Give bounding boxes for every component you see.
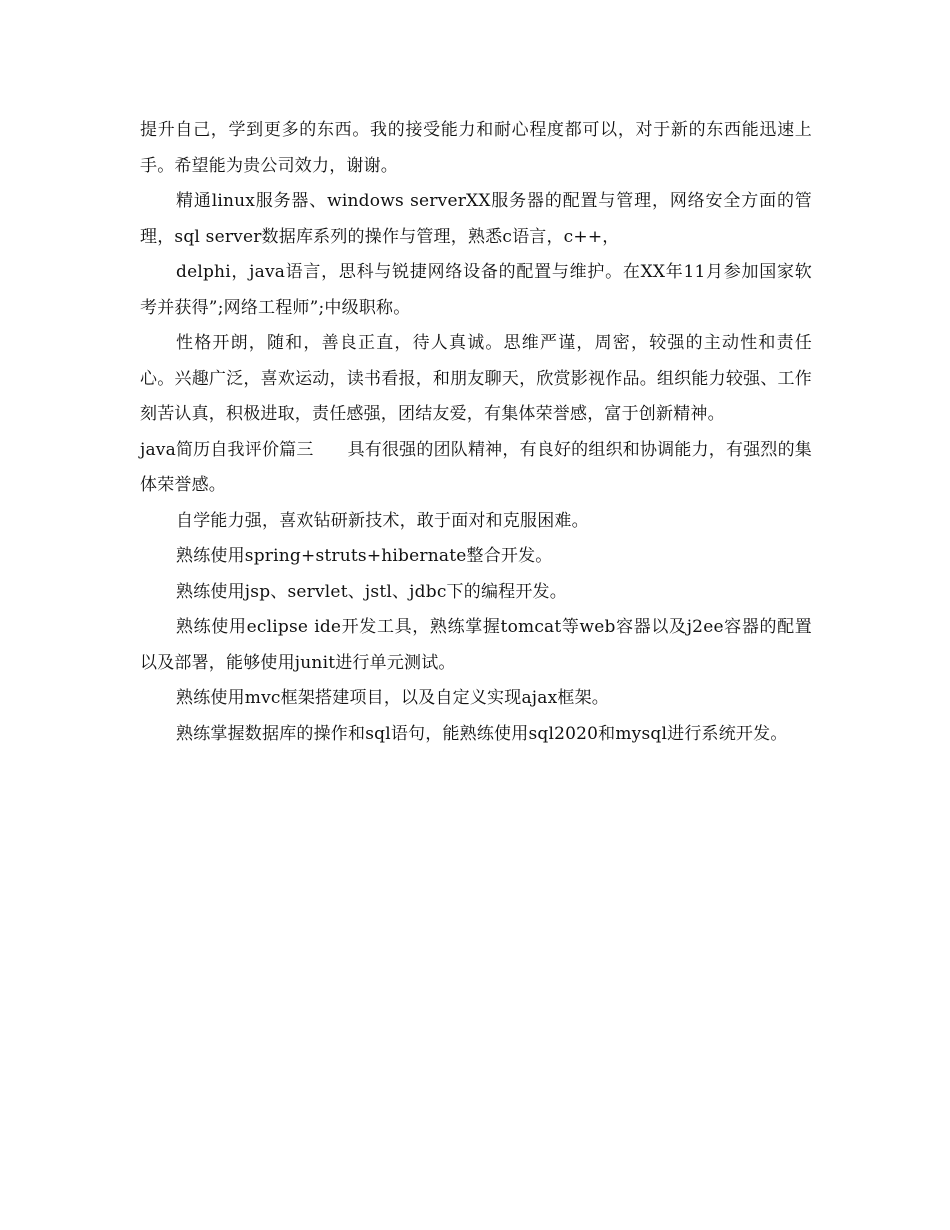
section-heading: java简历自我评价篇三	[140, 439, 314, 460]
paragraph-languages-certification: delphi，java语言，思科与锐捷网络设备的配置与维护。在XX年11月参加国家软考并获得”;网络工程师”;中级职称。	[140, 262, 812, 318]
paragraph-mvc-ajax: 熟练使用mvc框架搭建项目，以及自定义实现ajax框架。	[176, 688, 609, 708]
paragraph-eclipse-tomcat: 熟练使用eclipse ide开发工具，熟练掌握tomcat等web容器以及j2ee容器的配置以及部署，能够使用junit进行单元测试。	[140, 617, 812, 673]
paragraph-spring-struts: 熟练使用spring+struts+hibernate整合开发。	[176, 546, 553, 566]
paragraph-jsp-servlet: 熟练使用jsp、servlet、jstl、jdbc下的编程开发。	[176, 581, 567, 602]
paragraph-self-learning: 自学能力强，喜欢钻研新技术，敢于面对和克服困难。	[176, 510, 589, 531]
paragraph-personality: 性格开朗，随和，善良正直，待人真诚。思维严谨，周密，较强的主动性和责任心。兴趣广泛，喜欢运动，读书看报，和朋友聊天，欣赏影视作品。组织能力较强、工作刻苦认真，积极进取，责任感强，团结友爱，有集体荣誉感，富于创新精神。	[140, 333, 812, 424]
paragraph-skills: 精通linux服务器、windows serverXX服务器的配置与管理，网络安全方面的管理，sql server数据库系列的操作与管理，熟悉c语言，c++，	[140, 191, 812, 247]
document-body	[140, 113, 812, 752]
section-heading-paragraph	[140, 433, 812, 504]
paragraph-database-sql: 熟练掌握数据库的操作和sql语句，能熟练使用sql2020和mysql进行系统开发。	[176, 723, 788, 744]
paragraph-intro-continuation: 提升自己，学到更多的东西。我的接受能力和耐心程度都可以，对于新的东西能迅速上手。希望能为贵公司效力，谢谢。	[140, 120, 812, 176]
section-first-text: 具有很强的团队精神，有良好的组织和协调能力，有强烈的集体荣誉感。	[140, 439, 812, 495]
